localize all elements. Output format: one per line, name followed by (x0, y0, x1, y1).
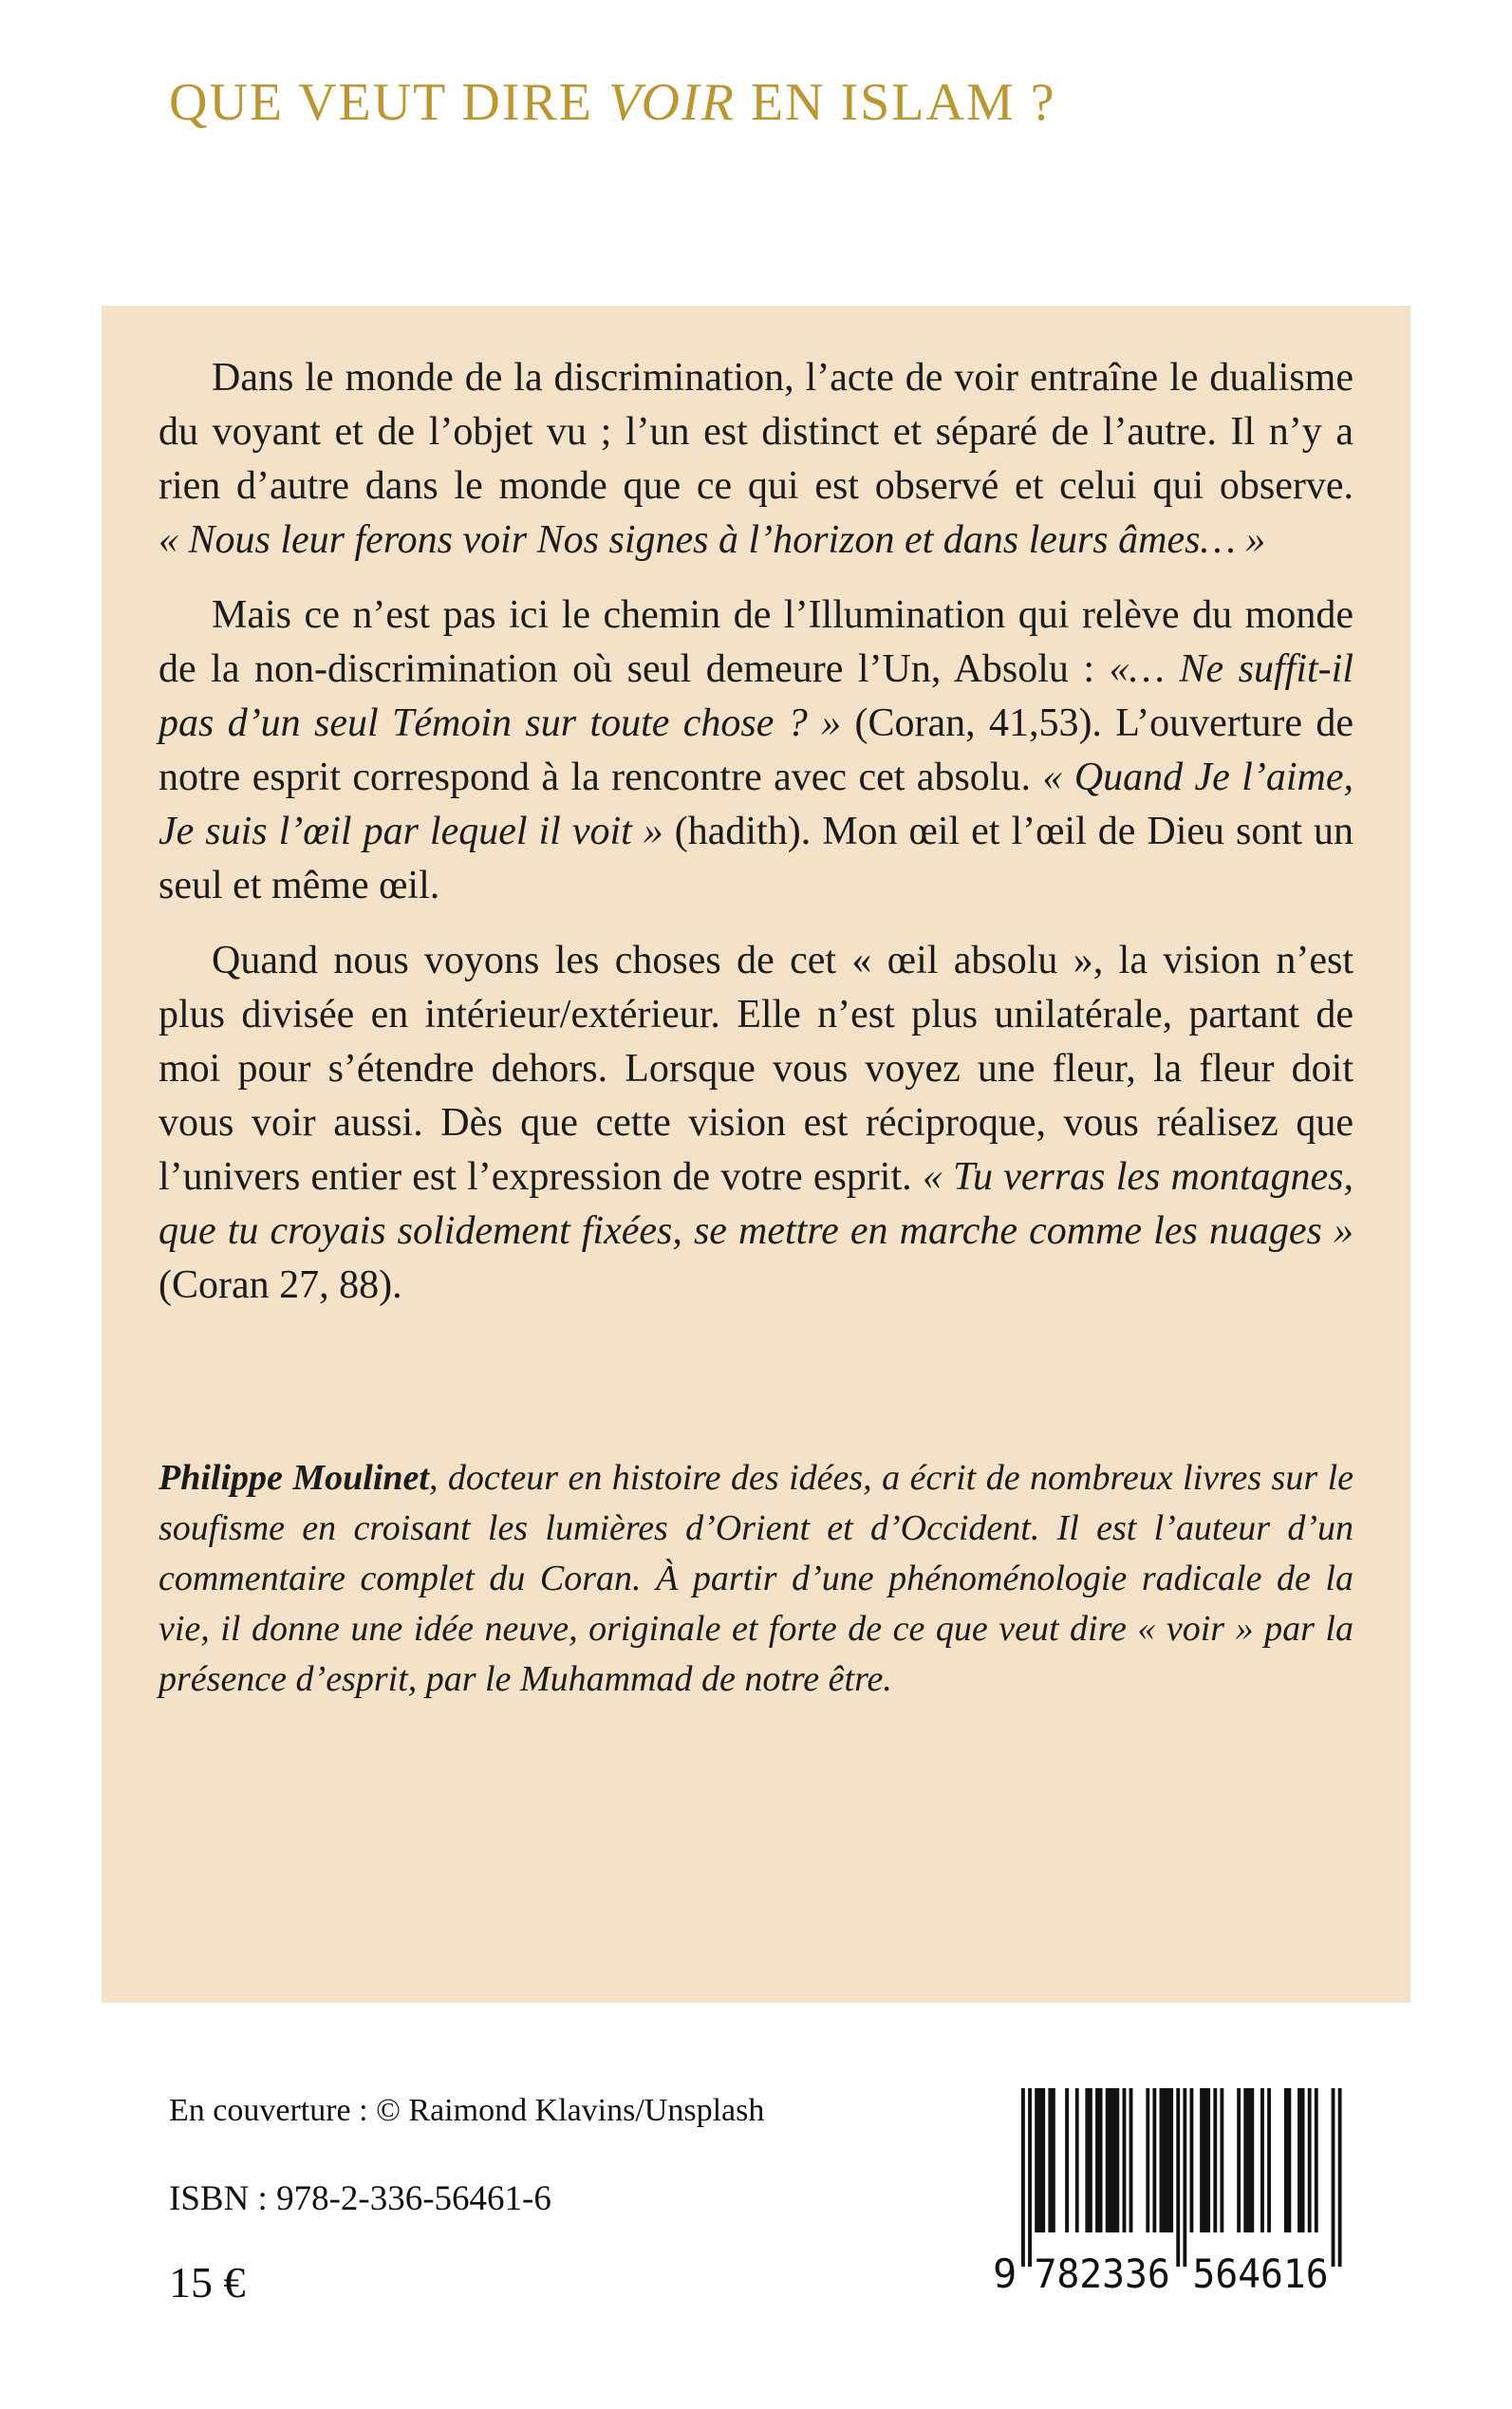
text-segment: « Nous leur ferons voir Nos signes à l’horizon et dans leurs âmes… » (159, 518, 1266, 562)
text-segment: (hadith). Mon œil et l’œil de Dieu sont un seul et même œil. (159, 810, 1353, 907)
blurb-paragraph (159, 934, 1353, 1313)
text-segment: , docteur en histoire des idées, a écrit de nombreux livres sur le soufisme en croisant les lumières d’Orient et d’Occident. Il est l’auteur d’un commentaire complet du Coran. À partir d’une phénoménologie radicale de la vie, il donne une idée neuve, originale et forte de ce que veut dire « voir » par la présence d’esprit, par le Muhammad de notre être. (159, 1458, 1353, 1699)
title-text-post: EN ISLAM ? (735, 73, 1056, 132)
barcode-digits-right: 564616 (1192, 2250, 1329, 2291)
blurb-panel (102, 306, 1410, 2003)
cover-credit: En couverture : © Raimond Klavins/Unsplash (169, 2093, 765, 2128)
text-segment: (Coran 27, 88). (159, 1263, 402, 1307)
book-title (169, 74, 1056, 133)
barcode-digits-left: 782336 (1034, 2250, 1170, 2291)
isbn-text: ISBN : 978-2-336-56461-6 (169, 2179, 551, 2218)
text-segment: « Tu verras les montagnes, que tu croyais solidement fixées, se mettre en marche comme les nuages » (159, 1155, 1354, 1253)
text-segment: Quand nous voyons les choses de cet « œil absolu », la vision n’est plus divisée en intérieur/extérieur. Elle n’est plus unilatérale, partant de moi pour s’étendre dehors. Lorsque vous voyez une fleur, la fleur doit vous voir aussi. Dès que cette vision est réciproque, vous réalisez que l’univers entier est l’expression de votre esprit. (159, 939, 1353, 1199)
blurb-paragraph (159, 351, 1353, 568)
blurb-paragraph (159, 588, 1353, 913)
barcode (993, 2088, 1349, 2291)
blurb-paragraphs (159, 351, 1353, 1313)
text-segment: Philippe Moulinet (159, 1458, 429, 1498)
text-segment: Mais ce n’est pas ici le chemin de l’Illumination qui relève du monde de la non-discrimination où seul demeure l’Un, Absolu : (159, 593, 1353, 691)
text-segment: (Coran, 41,53). L’ouverture de notre esprit correspond à la rencontre avec cet absolu. (159, 701, 1353, 799)
text-segment: «… Ne suffit-il pas d’un seul Témoin sur toute chose ? » (159, 647, 1353, 745)
text-segment: « Quand Je l’aime, Je suis l’œil par lequel il voit » (159, 756, 1353, 853)
price-text: 15 € (169, 2258, 246, 2306)
title-text-pre: QUE VEUT DIRE (169, 73, 609, 132)
barcode-digit-lead: 9 (993, 2250, 1017, 2291)
text-segment: Dans le monde de la discrimination, l’acte de voir entraîne le dualisme du voyant et de l’objet vu ; l’un est distinct et séparé de l’autre. Il n’y a rien d’autre dans le monde que ce qui est observé et celui qui observe. (159, 356, 1353, 508)
title-emphasis: VOIR (608, 73, 736, 132)
author-bio (159, 1453, 1353, 1705)
barcode-svg (993, 2088, 1349, 2291)
